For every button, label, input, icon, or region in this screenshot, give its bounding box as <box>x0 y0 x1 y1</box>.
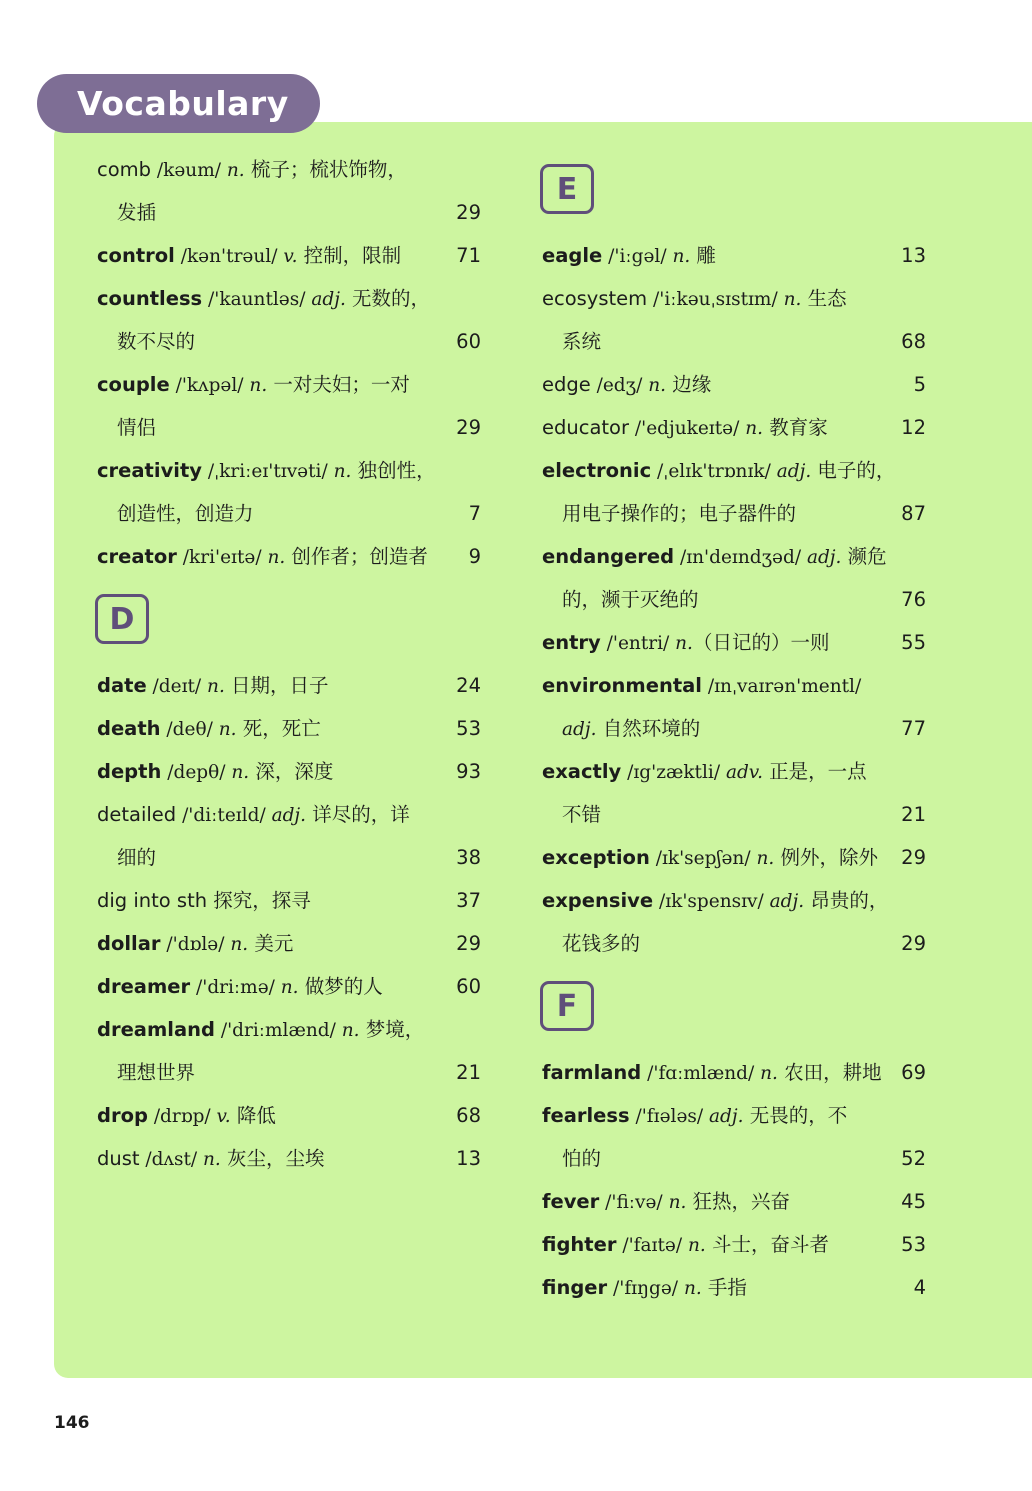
entry-text: 花钱多的 <box>562 932 641 955</box>
section-letter-e: E <box>540 164 594 214</box>
entry-text: （日记的）一则 <box>692 631 830 654</box>
pronunciation: /kən'trəul/ <box>174 246 284 267</box>
part-of-speech: n. <box>230 934 249 955</box>
entry-page-number: 29 <box>456 932 481 955</box>
headword: creator <box>97 545 177 568</box>
right-column <box>542 148 926 1309</box>
pronunciation: /'driːmə/ <box>190 977 281 998</box>
headword: comb <box>97 158 152 181</box>
part-of-speech: n. <box>231 762 250 783</box>
headword: expensive <box>542 889 654 912</box>
vocab-entry <box>542 1094 926 1137</box>
vocab-entry <box>542 535 926 578</box>
headword: electronic <box>542 459 652 482</box>
headword: creativity <box>97 459 202 482</box>
vocab-entry <box>97 148 481 191</box>
headword: fearless <box>542 1104 630 1127</box>
vocab-entry <box>542 1223 926 1266</box>
entry-page-number: 55 <box>901 631 926 654</box>
pronunciation: /'fɪŋgə/ <box>607 1278 684 1299</box>
pronunciation: /'entri/ <box>600 633 676 654</box>
vocab-entry <box>542 234 926 277</box>
headword: control <box>97 244 175 267</box>
vocab-entry <box>97 363 481 406</box>
entry-page-number: 93 <box>456 760 481 783</box>
vocab-entry <box>542 1180 926 1223</box>
headword: countless <box>97 287 203 310</box>
headword: eagle <box>542 244 603 267</box>
entry-page-number: 37 <box>456 889 481 912</box>
entry-text: 数不尽的 <box>117 330 196 353</box>
headword: detailed <box>97 803 177 826</box>
part-of-speech: n. <box>333 461 352 482</box>
pronunciation: /'iːgəl/ <box>602 246 673 267</box>
vocab-entry <box>542 879 926 922</box>
entry-text: 濒危 <box>841 545 887 568</box>
part-of-speech: n. <box>760 1063 778 1084</box>
headword: environmental <box>542 674 702 697</box>
headword: drop <box>97 1104 148 1127</box>
pronunciation: /edʒ/ <box>590 375 649 396</box>
entry-text: 一对夫妇；一对 <box>267 373 410 396</box>
headword: dreamer <box>97 975 191 998</box>
entry-page-number: 53 <box>901 1233 926 1256</box>
headword: entry <box>542 631 601 654</box>
headword: dreamland <box>97 1018 215 1041</box>
vocab-entry-continuation <box>542 578 926 621</box>
vocab-entry <box>542 1266 926 1309</box>
entry-text: 例外，除外 <box>774 846 878 869</box>
headword: depth <box>97 760 162 783</box>
vocab-entry <box>542 1051 926 1094</box>
vocab-entry-continuation <box>97 1051 481 1094</box>
vocab-entry <box>97 449 481 492</box>
pronunciation: /ˌkriːeɪ'tɪvəti/ <box>202 461 334 482</box>
part-of-speech: n. <box>668 1192 687 1213</box>
entry-text: 电子的， <box>811 459 896 482</box>
vocab-entry <box>97 750 481 793</box>
part-of-speech: n. <box>783 289 802 310</box>
pronunciation: /kəum/ <box>151 160 227 181</box>
entry-text: 理想世界 <box>117 1061 196 1084</box>
entry-text: 怕的 <box>562 1147 602 1170</box>
entry-text: 手指 <box>701 1276 747 1299</box>
entry-text: 农田，耕地 <box>777 1061 882 1084</box>
vocab-entry-continuation <box>97 320 481 363</box>
entry-text: 控制，限制 <box>297 244 402 267</box>
vocab-entry <box>97 1094 481 1137</box>
part-of-speech: adj. <box>562 719 597 740</box>
vocab-entry-continuation <box>542 1137 926 1180</box>
part-of-speech: adj. <box>806 547 842 568</box>
headword: couple <box>97 373 170 396</box>
pronunciation: /'kʌpəl/ <box>169 375 250 396</box>
entry-page-number: 38 <box>456 846 481 869</box>
entry-text: 深，深度 <box>249 760 334 783</box>
entry-text: 探究，探寻 <box>207 889 311 912</box>
headword: dollar <box>97 932 161 955</box>
entry-text: 情侣 <box>117 416 157 439</box>
part-of-speech: n. <box>207 676 225 697</box>
entry-text: 做梦的人 <box>298 975 383 998</box>
entry-page-number: 7 <box>468 502 481 525</box>
vocab-entry <box>97 922 481 965</box>
entry-page-number: 68 <box>901 330 926 353</box>
vocab-entry <box>542 836 926 879</box>
pronunciation: /'iːkəuˌsɪstɪm/ <box>647 289 784 310</box>
pronunciation: /kri'eɪtə/ <box>176 547 268 568</box>
headword: farmland <box>542 1061 642 1084</box>
pronunciation: /ɪn'deɪndʒəd/ <box>674 547 807 568</box>
entry-page-number: 21 <box>456 1061 481 1084</box>
vocab-entry-continuation <box>542 922 926 965</box>
headword: educator <box>542 416 629 439</box>
entry-text: 正是，一点 <box>762 760 867 783</box>
headword: exactly <box>542 760 622 783</box>
section-letter-d: D <box>95 594 149 644</box>
entry-text: 细的 <box>117 846 157 869</box>
pronunciation: /ɪk'sepʃən/ <box>649 848 757 869</box>
entry-text: 灰尘，尘埃 <box>220 1147 325 1170</box>
entry-page-number: 21 <box>901 803 926 826</box>
part-of-speech: n. <box>249 375 268 396</box>
entry-text: 死，死亡 <box>236 717 321 740</box>
vocab-entry-continuation <box>542 492 926 535</box>
entry-page-number: 87 <box>901 502 926 525</box>
entry-text: 降低 <box>230 1104 276 1127</box>
entry-page-number: 45 <box>901 1190 926 1213</box>
vocab-entry-continuation <box>97 191 481 234</box>
entry-text: 详尽的，详 <box>306 803 410 826</box>
headword: dig into sth <box>97 889 208 912</box>
entry-text: 边缘 <box>666 373 712 396</box>
vocab-entry <box>97 879 481 922</box>
entry-page-number: 13 <box>456 1147 481 1170</box>
part-of-speech: n. <box>675 633 693 654</box>
pronunciation: /'dɒlə/ <box>160 934 231 955</box>
pronunciation: /'faɪtə/ <box>616 1235 688 1256</box>
entry-page-number: 5 <box>913 373 926 396</box>
entry-page-number: 4 <box>913 1276 926 1299</box>
headword: date <box>97 674 147 697</box>
part-of-speech: n. <box>226 160 245 181</box>
vocab-entry-continuation <box>542 793 926 836</box>
entry-text: 不错 <box>562 803 602 826</box>
pronunciation: /'fiːvə/ <box>599 1192 669 1213</box>
entry-page-number: 71 <box>456 244 481 267</box>
vocab-entry <box>97 277 481 320</box>
letter-section-row <box>542 148 926 234</box>
entry-text: 用电子操作的；电子器件的 <box>562 502 797 525</box>
vocab-entry <box>542 449 926 492</box>
pronunciation: /ɪk'spensɪv/ <box>653 891 770 912</box>
entry-text: 教育家 <box>763 416 828 439</box>
vocab-entry-continuation <box>542 707 926 750</box>
headword: exception <box>542 846 650 869</box>
entry-page-number: 76 <box>901 588 926 611</box>
entry-page-number: 29 <box>901 846 926 869</box>
entry-text: 创造性，创造力 <box>117 502 254 525</box>
part-of-speech: n. <box>683 1278 702 1299</box>
left-column <box>97 148 481 1180</box>
entry-page-number: 77 <box>901 717 926 740</box>
section-tab <box>37 74 320 133</box>
vocab-entry <box>542 621 926 664</box>
vocab-entry <box>97 965 481 1008</box>
entry-text: 狂热，兴奋 <box>686 1190 791 1213</box>
part-of-speech: n. <box>203 1149 221 1170</box>
vocab-entry <box>97 793 481 836</box>
section-title: Vocabulary <box>77 84 289 123</box>
letter-section-row <box>542 965 926 1051</box>
vocab-entry-continuation <box>97 492 481 535</box>
vocab-entry <box>97 1008 481 1051</box>
part-of-speech: n. <box>341 1020 360 1041</box>
entry-text: 独创性， <box>351 459 436 482</box>
entry-text: 雕 <box>690 244 716 267</box>
part-of-speech: n. <box>672 246 691 267</box>
entry-page-number: 60 <box>456 330 481 353</box>
entry-text: 梳子；梳状饰物， <box>244 158 407 181</box>
vocab-entry-continuation <box>97 836 481 879</box>
entry-text: 的，濒于灭绝的 <box>562 588 699 611</box>
vocab-entry <box>97 664 481 707</box>
headword: fighter <box>542 1233 617 1256</box>
pronunciation: /dʌst/ <box>139 1149 203 1170</box>
part-of-speech: adj. <box>311 289 346 310</box>
entry-text: 梦境， <box>359 1018 425 1041</box>
entry-text: 创作者；创造者 <box>285 545 428 568</box>
part-of-speech: n. <box>280 977 299 998</box>
entry-page-number: 29 <box>456 416 481 439</box>
pronunciation: /ˌelɪk'trɒnɪk/ <box>651 461 777 482</box>
entry-text: 无数的， <box>345 287 431 310</box>
part-of-speech: adj. <box>769 891 805 912</box>
entry-page-number: 60 <box>456 975 481 998</box>
headword: fever <box>542 1190 600 1213</box>
entry-page-number: 68 <box>456 1104 481 1127</box>
part-of-speech: adj. <box>271 805 307 826</box>
part-of-speech: n. <box>756 848 775 869</box>
part-of-speech: adj. <box>709 1106 744 1127</box>
vocab-entry <box>542 406 926 449</box>
part-of-speech: n. <box>687 1235 706 1256</box>
pronunciation: /depθ/ <box>161 762 232 783</box>
entry-text: 系统 <box>562 330 602 353</box>
vocab-entry <box>542 750 926 793</box>
entry-text: 昂贵的， <box>804 889 889 912</box>
pronunciation: /deɪt/ <box>146 676 208 697</box>
entry-page-number: 29 <box>901 932 926 955</box>
headword: endangered <box>542 545 675 568</box>
entry-page-number: 53 <box>456 717 481 740</box>
headword: ecosystem <box>542 287 648 310</box>
entry-text: 日期，日子 <box>224 674 329 697</box>
part-of-speech: n. <box>745 418 764 439</box>
entry-page-number: 12 <box>901 416 926 439</box>
pronunciation: /deθ/ <box>160 719 219 740</box>
pronunciation: /'kauntləs/ <box>202 289 312 310</box>
letter-section-row <box>97 578 481 664</box>
part-of-speech: n. <box>267 547 286 568</box>
part-of-speech: n. <box>648 375 667 396</box>
page-number: 146 <box>54 1413 90 1433</box>
section-letter-f: F <box>540 981 594 1031</box>
headword: dust <box>97 1147 140 1170</box>
entry-page-number: 9 <box>468 545 481 568</box>
vocab-entry <box>542 363 926 406</box>
pronunciation: /ɪnˌvaɪrən'mentl/ <box>702 676 862 697</box>
entry-text: 自然环境的 <box>596 717 701 740</box>
part-of-speech: v. <box>216 1106 231 1127</box>
vocab-entry <box>542 277 926 320</box>
entry-text: 生态 <box>801 287 847 310</box>
vocab-entry-continuation <box>542 320 926 363</box>
pronunciation: /'fɪələs/ <box>629 1106 709 1127</box>
part-of-speech: n. <box>218 719 237 740</box>
headword: edge <box>542 373 591 396</box>
vocab-entry <box>97 707 481 750</box>
vocab-entry <box>542 664 926 707</box>
entry-page-number: 69 <box>901 1061 926 1084</box>
entry-text: 美元 <box>248 932 294 955</box>
vocab-entry <box>97 234 481 277</box>
entry-text: 斗士，奋斗者 <box>705 1233 829 1256</box>
entry-text: 无畏的，不 <box>743 1104 848 1127</box>
pronunciation: /'diːteɪld/ <box>176 805 272 826</box>
entry-page-number: 24 <box>456 674 481 697</box>
headword: finger <box>542 1276 608 1299</box>
vocab-entry-continuation <box>97 406 481 449</box>
part-of-speech: adj. <box>776 461 812 482</box>
pronunciation: /'driːmlænd/ <box>214 1020 342 1041</box>
entry-page-number: 29 <box>456 201 481 224</box>
entry-page-number: 52 <box>901 1147 926 1170</box>
pronunciation: /drɒp/ <box>147 1106 217 1127</box>
vocab-entry <box>97 1137 481 1180</box>
part-of-speech: v. <box>283 246 298 267</box>
pronunciation: /ɪg'zæktli/ <box>621 762 726 783</box>
pronunciation: /'fɑːmlænd/ <box>641 1063 761 1084</box>
headword: death <box>97 717 161 740</box>
vocab-entry <box>97 535 481 578</box>
part-of-speech: adv. <box>725 762 763 783</box>
pronunciation: /'edjukeɪtə/ <box>629 418 746 439</box>
entry-page-number: 13 <box>901 244 926 267</box>
entry-text: 发插 <box>117 201 157 224</box>
